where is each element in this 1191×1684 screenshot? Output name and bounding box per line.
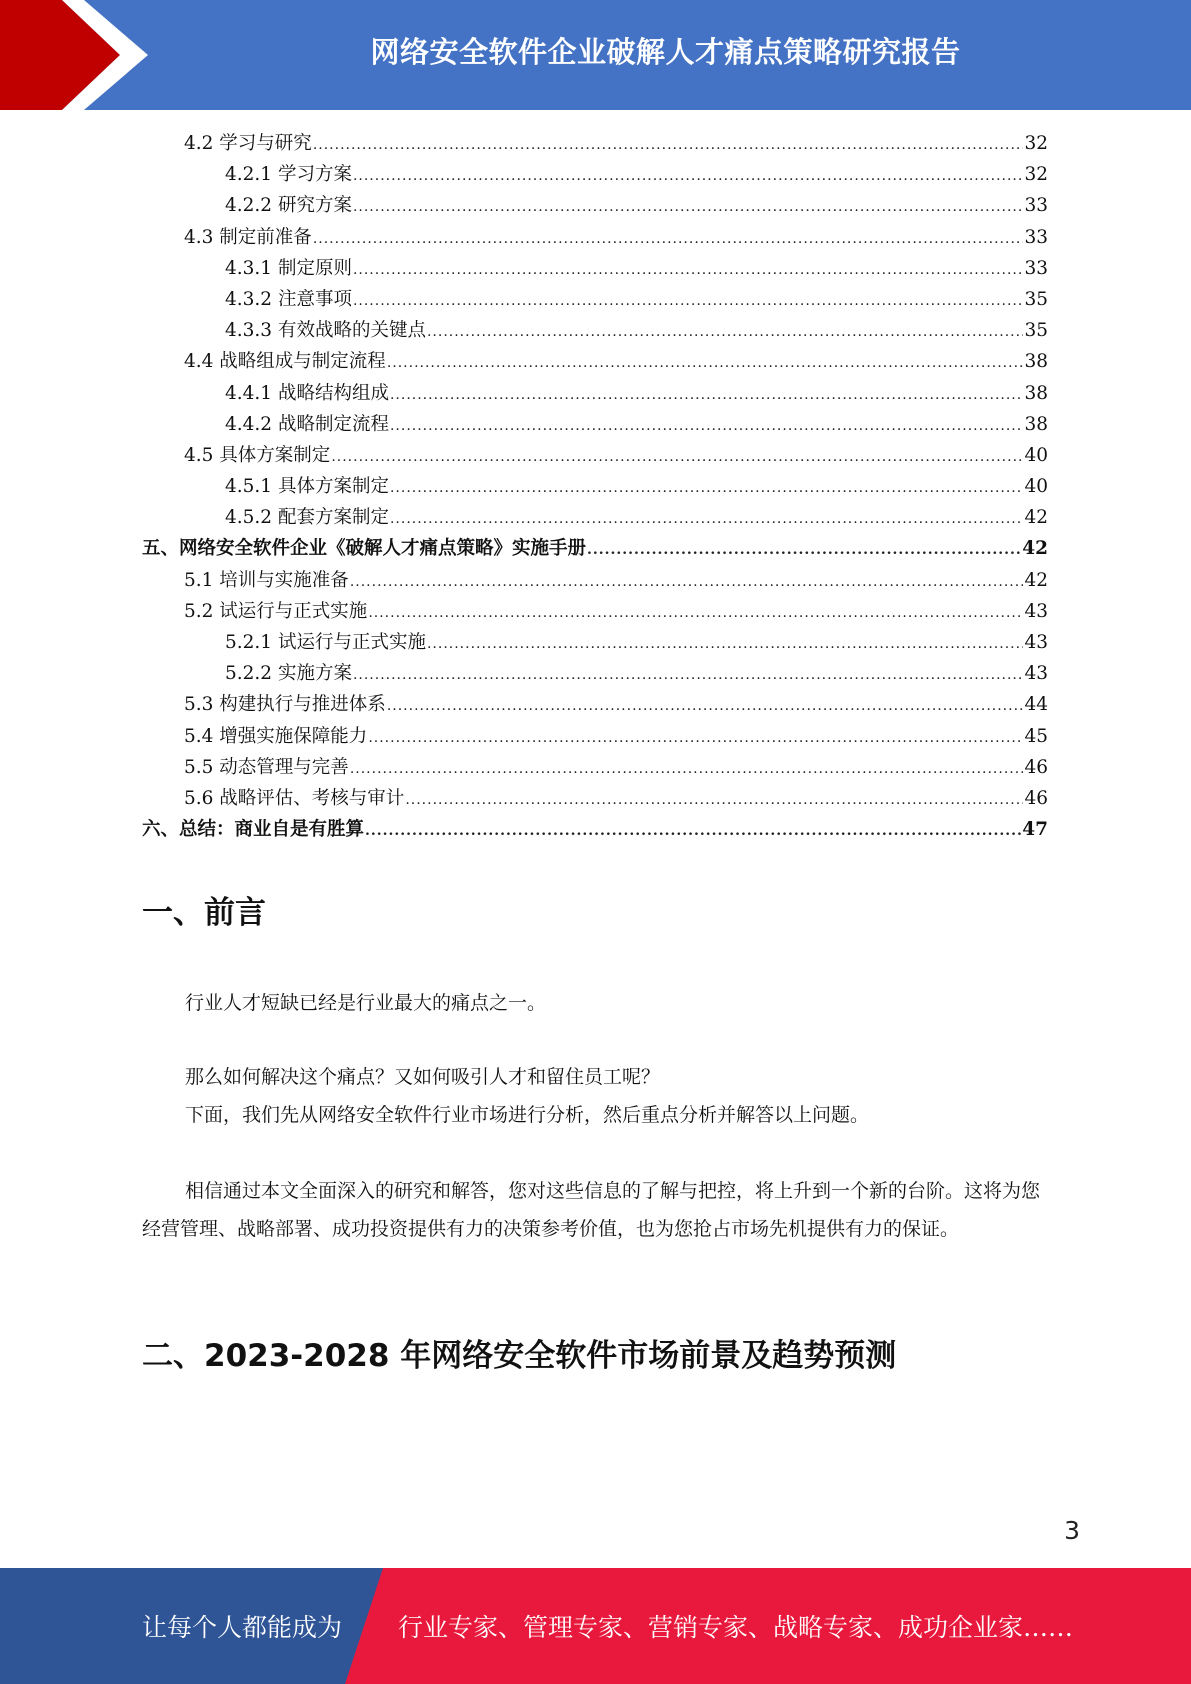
toc-dot-leader (350, 754, 1024, 785)
toc-entry-title: 5.2.2 实施方案 (225, 663, 352, 685)
toc-entry[interactable] (142, 315, 1048, 346)
toc-entry-page: 33 (1024, 195, 1048, 217)
toc-entry-page: 43 (1024, 600, 1048, 622)
toc-entry-title: 4.5 具体方案制定 (184, 444, 331, 466)
toc-dot-leader (353, 255, 1024, 286)
toc-entry-page: 32 (1024, 133, 1048, 154)
toc-entry-title: 4.2 学习与研究 (184, 133, 312, 154)
toc-dot-leader (353, 192, 1024, 223)
toc-entry[interactable] (142, 190, 1048, 221)
toc-dot-leader (353, 286, 1024, 317)
toc-entry-page: 33 (1024, 257, 1048, 279)
toc-entry[interactable] (142, 814, 1048, 845)
toc-entry-title: 5.2 试运行与正式实施 (184, 600, 368, 622)
toc-entry-page: 42 (1024, 569, 1048, 591)
toc-entry-title: 5.2.1 试运行与正式实施 (225, 632, 426, 653)
toc-entry[interactable] (142, 128, 1048, 159)
toc-entry-title: 5.3 构建执行与推进体系 (184, 694, 386, 716)
toc-entry[interactable] (142, 409, 1048, 440)
section-2-heading: 二、2023-2028 年网络安全软件市场前景及趋势预测 (142, 1338, 897, 1374)
toc-entry-page: 43 (1024, 632, 1048, 653)
toc-dot-leader (353, 161, 1024, 192)
toc-entry[interactable] (142, 471, 1048, 502)
toc-dot-leader (365, 816, 1021, 847)
toc-entry[interactable] (142, 378, 1048, 409)
intro-paragraph-3: 下面，我们先从网络安全软件行业市场进行分析，然后重点分析并解答以上问题。 (185, 1104, 870, 1126)
toc-entry[interactable] (142, 253, 1048, 284)
toc-entry[interactable] (142, 440, 1048, 471)
toc-entry-title: 5.4 增强实施保障能力 (184, 725, 368, 747)
toc-entry-title: 4.5.2 配套方案制定 (225, 507, 389, 529)
toc-dot-leader (331, 442, 1023, 473)
toc-entry-page: 45 (1024, 725, 1048, 747)
toc-entry[interactable] (142, 159, 1048, 190)
toc-entry-page: 35 (1024, 288, 1048, 310)
toc-dot-leader (313, 224, 1024, 255)
toc-dot-leader (390, 473, 1023, 504)
toc-entry-page: 40 (1024, 476, 1048, 498)
toc-entry[interactable] (142, 627, 1048, 658)
toc-entry-page: 43 (1024, 663, 1048, 685)
toc-dot-leader (427, 317, 1023, 348)
toc-entry-title: 4.3 制定前准备 (184, 226, 312, 248)
toc-entry-title: 4.3.2 注意事项 (225, 288, 352, 310)
toc-entry-title: 六、总结：商业自是有胜算 (142, 819, 365, 841)
toc-entry[interactable] (142, 596, 1048, 627)
toc-entry-page: 40 (1024, 444, 1048, 466)
toc-entry[interactable] (142, 565, 1048, 596)
toc-dot-leader (387, 348, 1024, 379)
toc-entry-page: 46 (1024, 787, 1048, 809)
toc-entry-title: 4.4.1 战略结构组成 (225, 382, 389, 404)
page-number: 3 (1064, 1516, 1080, 1545)
toc-entry[interactable] (142, 783, 1048, 814)
intro-heading: 一、前言 (142, 895, 266, 931)
toc-entry-title: 4.5.1 具体方案制定 (225, 476, 389, 498)
toc-entry-page: 32 (1024, 164, 1048, 186)
toc-entry-page: 42 (1024, 507, 1048, 529)
toc-entry-title: 4.2.2 研究方案 (225, 195, 352, 217)
toc-entry-page: 38 (1024, 413, 1048, 435)
toc-entry-title: 4.4.2 战略制定流程 (225, 413, 389, 435)
toc-dot-leader (390, 504, 1023, 535)
toc-entry[interactable] (142, 533, 1048, 564)
page-header (0, 0, 1191, 110)
toc-entry[interactable] (142, 658, 1048, 689)
toc-dot-leader (427, 629, 1023, 660)
toc-dot-leader (350, 567, 1024, 598)
toc-entry-title: 4.4 战略组成与制定流程 (184, 351, 386, 373)
toc-entry-title: 4.3.3 有效战略的关键点 (225, 320, 426, 342)
toc-entry[interactable] (142, 346, 1048, 377)
toc-entry-page: 42 (1022, 538, 1048, 560)
document-title: 网络安全软件企业破解人才痛点策略研究报告 (370, 34, 961, 69)
toc-entry-title: 4.2.1 学习方案 (225, 164, 352, 186)
toc-dot-leader (313, 130, 1024, 161)
toc-entry[interactable] (142, 284, 1048, 315)
toc-entry-title: 五、网络安全软件企业《破解人才痛点策略》实施手册 (142, 538, 587, 560)
toc-dot-leader (587, 535, 1021, 566)
toc-entry[interactable] (142, 752, 1048, 783)
toc-entry-title: 5.1 培训与实施准备 (184, 569, 349, 591)
toc-entry[interactable] (142, 721, 1048, 752)
intro-paragraph-1: 行业人才短缺已经是行业最大的痛点之一。 (185, 992, 547, 1014)
toc-dot-leader (353, 660, 1024, 691)
footer-slogan-right: 行业专家、管理专家、营销专家、战略专家、成功企业家…… (398, 1613, 1074, 1642)
intro-paragraph-4: 相信通过本文全面深入的研究和解答，您对这些信息的了解与把控，将上升到一个新的台阶。这将为您经营管理、战略部署、成功投资提供有力的决策参考价值，也为您抢占市场先机提供有力的保证。 (142, 1180, 1041, 1240)
toc-entry-page: 33 (1024, 226, 1048, 248)
toc-dot-leader (368, 723, 1023, 754)
toc-entry-page: 46 (1024, 756, 1048, 778)
toc-entry-page: 38 (1024, 382, 1048, 404)
toc-entry[interactable] (142, 689, 1048, 720)
toc-dot-leader (390, 380, 1023, 411)
toc-dot-leader (387, 691, 1024, 722)
toc-entry[interactable] (142, 222, 1048, 253)
page-footer (0, 1568, 1191, 1684)
toc-entry-page: 38 (1024, 351, 1048, 373)
toc-entry-page: 44 (1024, 694, 1048, 716)
toc-entry[interactable] (142, 502, 1048, 533)
toc-dot-leader (390, 411, 1023, 442)
toc-dot-leader (405, 785, 1023, 816)
toc-entry-title: 4.3.1 制定原则 (225, 257, 352, 279)
intro-paragraph-2: 那么如何解决这个痛点？又如何吸引人才和留住员工呢？ (185, 1066, 661, 1088)
toc-entry-page: 35 (1024, 320, 1048, 342)
footer-slogan-left: 让每个人都能成为 (142, 1613, 343, 1642)
table-of-contents (142, 128, 1048, 845)
toc-dot-leader (368, 598, 1023, 629)
toc-entry-title: 5.6 战略评估、考核与审计 (184, 787, 405, 809)
toc-entry-title: 5.5 动态管理与完善 (184, 756, 349, 778)
toc-entry-page: 47 (1022, 819, 1048, 841)
